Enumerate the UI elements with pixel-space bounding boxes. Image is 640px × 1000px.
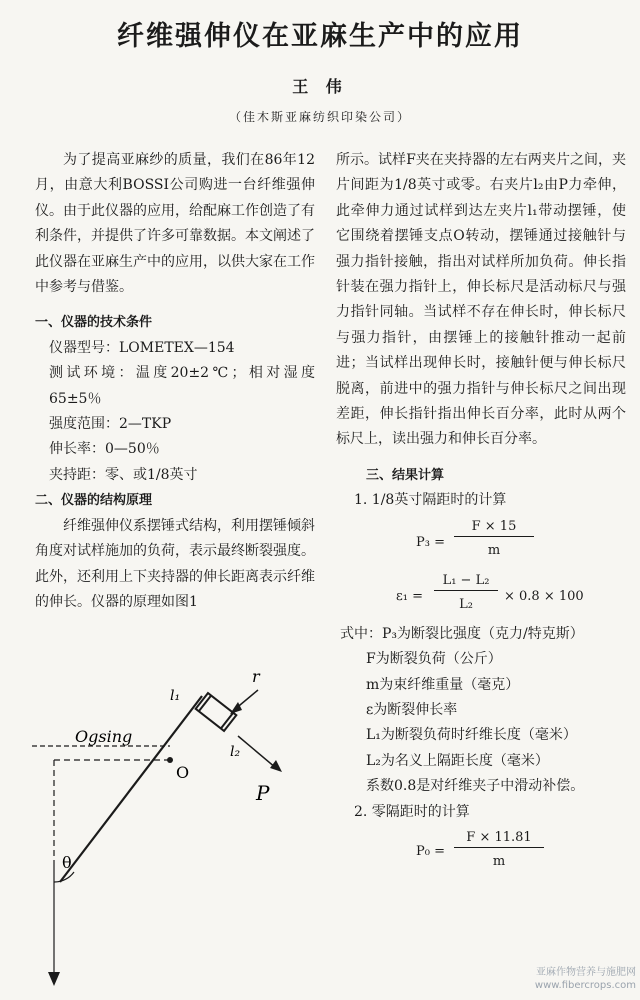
section2-heading: 二、仪器的结构原理 — [35, 493, 153, 509]
distance-label: Ogsing — [75, 727, 133, 746]
definition-item: ε为断裂伸长率 — [366, 701, 458, 718]
formula-specific-strength — [336, 514, 626, 568]
top-force-arrow-head — [230, 702, 242, 714]
continuation-paragraph: 所示。试样F夹在夹持器的左右两夹片之间，夹片间距为1/8英寸或零。右夹片l₂由P力牵伸，此牵伸力通过试样到达左夹片l₁带动摆锤，使它围绕着摆锤支点O转动，摆锤通过接触针与强力指针接触，指出对试样所加负荷。伸长指针装在强力指针上，伸长标尺是活动标尺与强力指针同轴。当试样不存在伸长时，伸长标尺与强力指针，由摆锤上的接触针推动一起前进；当试样出现伸长时，接触针便与伸长标尺脱离，前进中的强力指针与伸长标尺之间出现差距，伸长指针指出伸长百分率，此时从两个标尺上，读出强力和伸长百分率。 — [336, 152, 626, 448]
clamp — [196, 693, 237, 731]
definition-item: L₁为断裂负荷时纤维长度（毫米） — [366, 727, 577, 744]
plumb-arrow-head — [48, 972, 60, 986]
formula3-lhs: P₀ = — [416, 843, 445, 859]
pendulum-arm — [60, 696, 202, 882]
watermark-line1: 亚麻作物营养与施肥网 — [536, 967, 636, 978]
definitions-block — [336, 622, 626, 800]
pivot-point — [167, 757, 173, 763]
sub1-heading: 1. 1/8英寸隔距时的计算 — [354, 492, 507, 509]
definition-item: F为断裂负荷（公斤） — [366, 651, 502, 668]
paper-title: 纤维强伸仪在亚麻生产中的应用 — [117, 21, 523, 52]
formula1-lhs: P₃ = — [416, 534, 445, 550]
clamp-l1-label: l₁ — [170, 688, 181, 704]
section2-paragraph: 纤维强伸仪系摆锤式结构，利用摆锤倾斜角度对试样施加的负荷，表示最终断裂强度。此外，还利用上下夹持器的伸长距离表示纤维的伸长。仪器的原理如图1 — [35, 517, 315, 610]
formula2-bar — [434, 590, 498, 591]
site-watermark — [520, 966, 636, 992]
formula3-numerator: F × 11.81 — [466, 829, 532, 845]
angle-label: θ — [62, 853, 72, 872]
formula3-denominator: m — [492, 853, 506, 869]
definition-item: L₂为名义上隔距长度（毫米） — [366, 752, 549, 769]
force-arrow — [238, 736, 276, 768]
section3-heading: 三、结果计算 — [366, 467, 445, 483]
spec-strength-range: 强度范围：2—TKP — [49, 416, 172, 433]
formula-zero-gauge — [336, 825, 626, 869]
spec-environment: 测试环境：温度20±2℃；相对湿度65±5％ — [49, 365, 315, 407]
sub2-heading: 2. 零隔距时的计算 — [354, 803, 470, 820]
formula1-numerator: F × 15 — [471, 518, 517, 534]
watermark-line2: www.fibercrops.com — [534, 980, 636, 991]
where-line: 式中：P₃为断裂比强度（克力/特克斯） — [340, 625, 584, 642]
force-label: P — [256, 781, 270, 805]
left-column — [35, 148, 315, 615]
definition-item: 系数0.8是对纤维夹子中滑动补偿。 — [366, 778, 585, 795]
intro-paragraph: 为了提高亚麻纱的质量，我们在86年12月，由意大利BOSSI公司购进一台纤维强伸仪。由于此仪器的应用，给配麻工作创造了有利条件，并提供了许多可靠数据。本文阐述了此仪器在亚麻生产中的应用，以供大家在工作中参考与借鉴。 — [35, 152, 315, 296]
spec-model: 仪器型号：LOMETEX—154 — [49, 339, 235, 356]
formula2-lhs: ε₁ = — [396, 588, 423, 604]
formula2-tail: × 0.8 × 100 — [504, 588, 584, 604]
section1-heading: 一、仪器的技术条件 — [35, 315, 153, 331]
author-affiliation: （佳木斯亚麻纺织印染公司） — [228, 110, 411, 124]
spec-elongation: 伸长率：0—50％ — [49, 441, 160, 458]
formula2-numerator: L₁ − L₂ — [442, 572, 490, 588]
right-column — [336, 148, 626, 869]
definition-item: m为束纤维重量（毫克） — [366, 676, 520, 693]
formula-elongation — [336, 568, 626, 622]
pivot-label: O — [176, 763, 190, 782]
formula1-bar — [454, 536, 534, 537]
formula3-bar — [454, 847, 544, 848]
spec-gauge: 夹持距：零、或1/8英寸 — [49, 466, 198, 483]
formula1-denominator: m — [487, 542, 501, 558]
formula2-denominator: L₂ — [459, 596, 473, 612]
principle-diagram — [20, 660, 320, 990]
top-arrow-label: r — [252, 667, 260, 686]
force-arrow-head — [270, 760, 282, 772]
clamp-l2-label: l₂ — [230, 744, 241, 760]
author-name: 王 伟 — [292, 77, 348, 96]
